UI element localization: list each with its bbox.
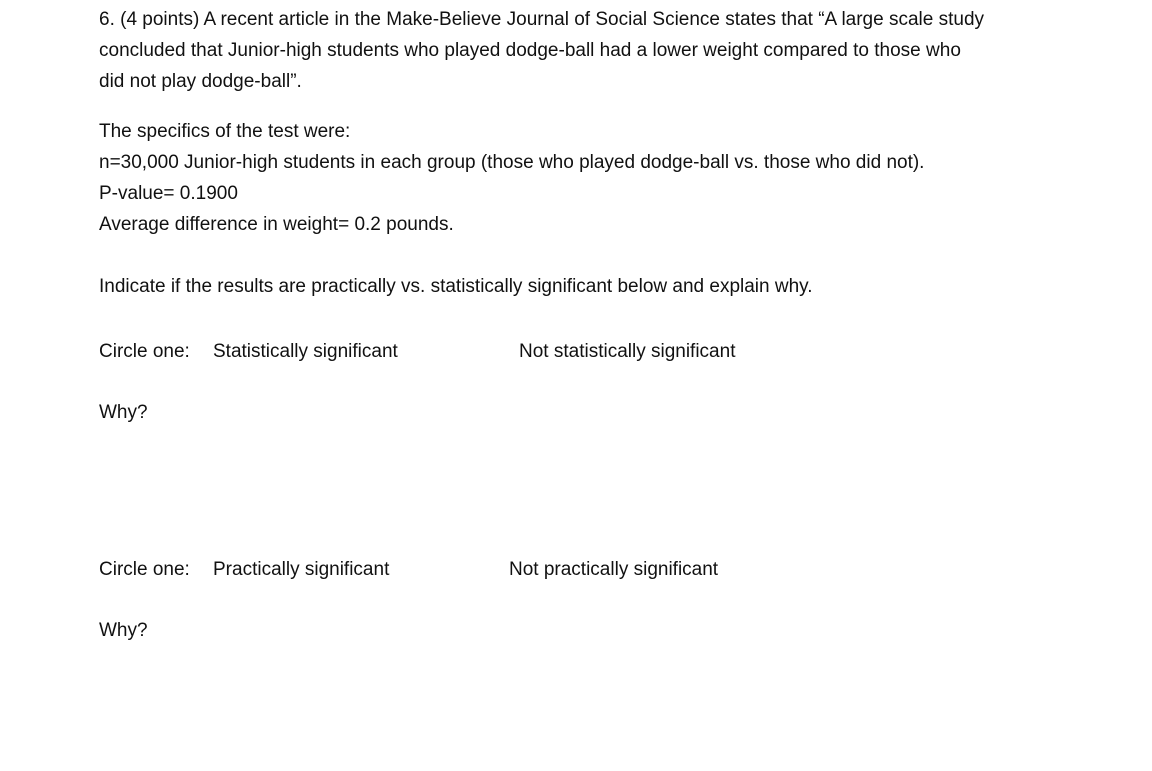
practical-circle-prompt: Circle one: <box>99 559 190 580</box>
specific-sample-size: n=30,000 Junior-high students in each group (those who played dodge-ball vs. those who did not). <box>99 152 925 173</box>
statistical-circle-prompt: Circle one: <box>99 341 190 362</box>
option-not-statistically-significant[interactable]: Not statistically significant <box>519 341 736 362</box>
practical-why-label: Why? <box>99 620 148 641</box>
statistical-why-label: Why? <box>99 402 148 423</box>
specific-p-value: P-value= 0.1900 <box>99 183 238 204</box>
question-intro-line-3: did not play dodge-ball”. <box>99 71 302 92</box>
question-intro-line-1: 6. (4 points) A recent article in the Make-Believe Journal of Social Science states that “A large scale study <box>99 9 985 30</box>
option-practically-significant[interactable]: Practically significant <box>213 559 390 580</box>
specific-weight-difference: Average difference in weight= 0.2 pounds. <box>99 214 454 235</box>
option-not-practically-significant[interactable]: Not practically significant <box>509 559 719 580</box>
specifics-heading: The specifics of the test were: <box>99 121 351 142</box>
option-statistically-significant[interactable]: Statistically significant <box>213 341 398 362</box>
question-intro-line-2: concluded that Junior-high students who played dodge-ball had a lower weight compared to those who <box>99 40 961 61</box>
instruction-text: Indicate if the results are practically vs. statistically significant below and explain why. <box>99 276 813 297</box>
